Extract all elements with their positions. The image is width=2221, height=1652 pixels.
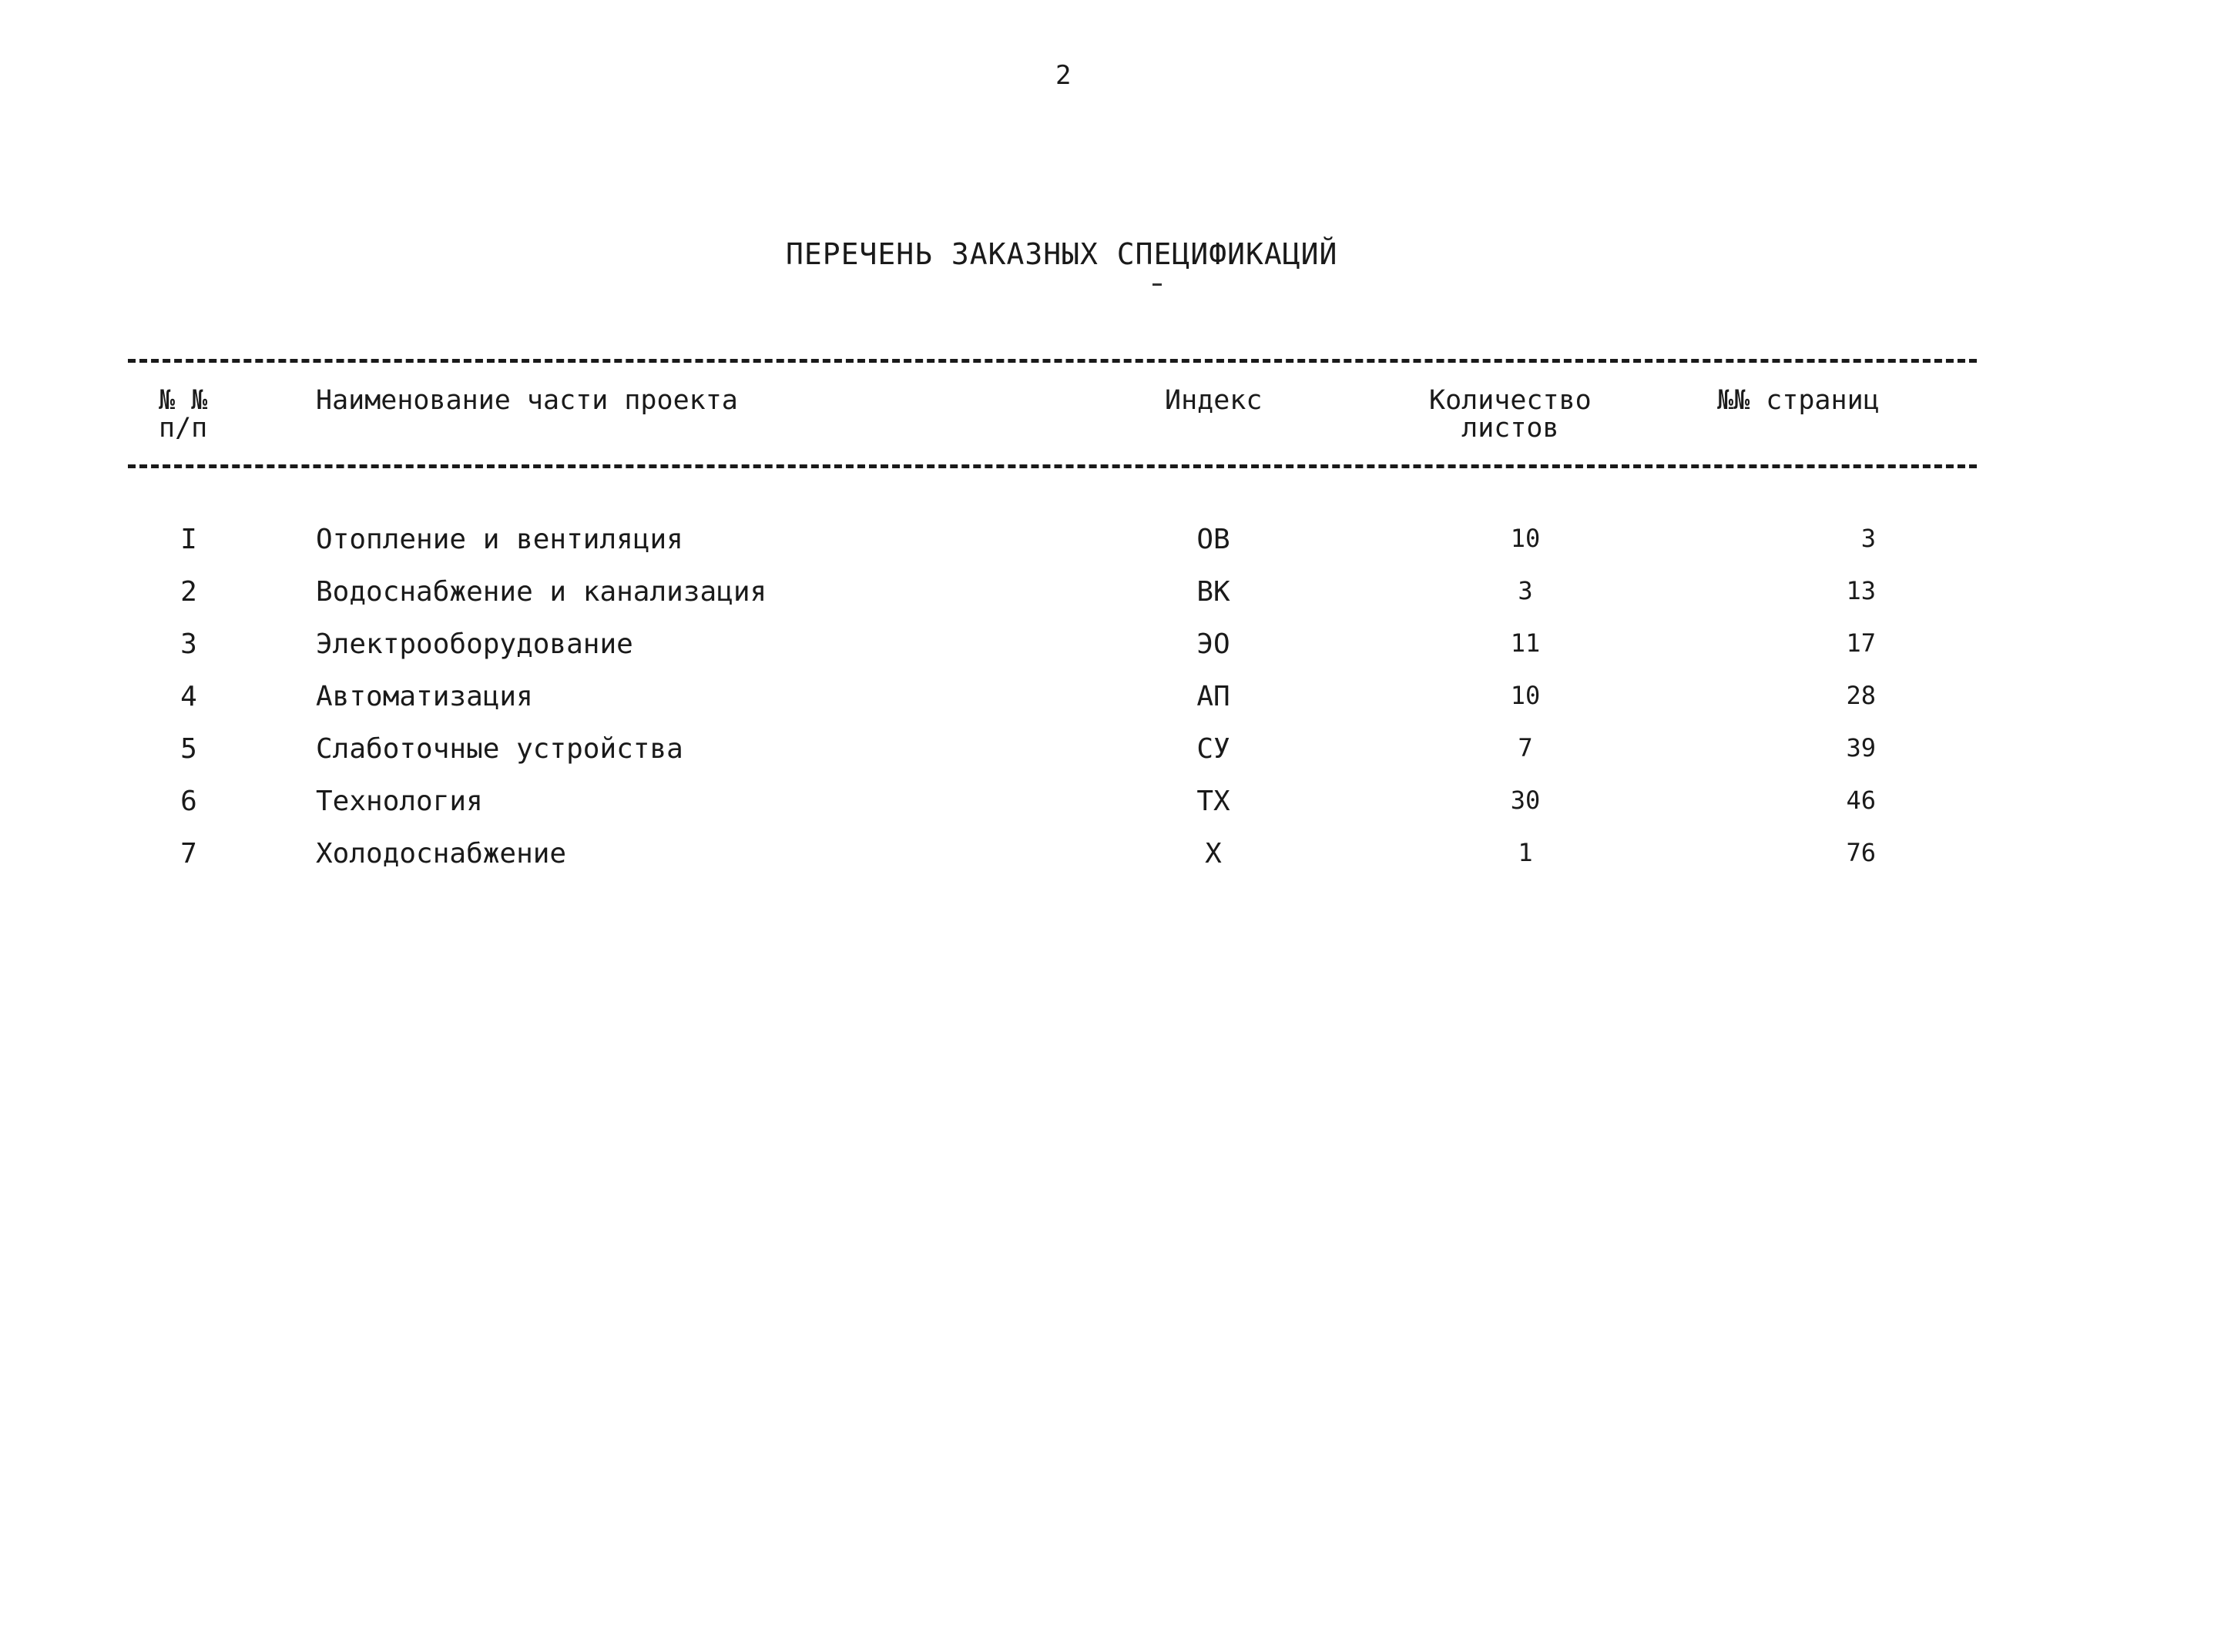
table-row (0, 524, 2221, 576)
row-part-name: Автоматизация (316, 681, 533, 712)
row-index: ТХ (1196, 786, 1230, 817)
header-number-line2: п/п (159, 413, 208, 444)
header-number-line1: № № (159, 385, 208, 416)
row-sheet-count: 10 (1510, 524, 1541, 553)
row-page-number: 13 (1846, 576, 1876, 605)
row-index: ОВ (1196, 524, 1230, 555)
row-part-name: Водоснабжение и канализация (316, 576, 767, 608)
row-page-number: 28 (1846, 681, 1876, 710)
table-top-dashed-rule (128, 359, 1977, 363)
row-index: АП (1196, 681, 1230, 712)
row-index: Х (1205, 838, 1222, 870)
row-number: I (180, 524, 197, 555)
row-part-name: Слаботочные устройства (316, 733, 683, 765)
row-sheet-count: 1 (1518, 838, 1533, 867)
row-number: 7 (180, 838, 197, 870)
row-number: 2 (180, 576, 197, 608)
table-header-dashed-rule (128, 464, 1977, 468)
row-sheet-count: 3 (1518, 576, 1533, 605)
header-number (159, 387, 207, 442)
table-row (0, 786, 2221, 838)
row-page-number: 46 (1846, 786, 1876, 815)
header-index: Индекс (1165, 385, 1263, 416)
page-number: 2 (1055, 60, 1072, 91)
row-number: 6 (180, 786, 197, 817)
row-page-number: 3 (1860, 524, 1876, 553)
row-page-number: 39 (1846, 733, 1876, 762)
row-number: 4 (180, 681, 197, 712)
row-sheet-count: 10 (1510, 681, 1541, 710)
row-index: ЭО (1196, 628, 1230, 660)
row-number: 5 (180, 733, 197, 765)
document-title: ПЕРЕЧЕНЬ ЗАКАЗНЫХ СПЕЦИФИКАЦИЙ (786, 237, 1338, 271)
row-sheet-count: 30 (1510, 786, 1541, 815)
table-row (0, 628, 2221, 681)
row-index: ВК (1196, 576, 1230, 608)
table-row (0, 838, 2221, 890)
header-sheet-count-line2: листов (1461, 413, 1559, 444)
row-part-name: Электрооборудование (316, 628, 633, 660)
row-number: 3 (180, 628, 197, 660)
table-body (0, 524, 2221, 890)
header-page-numbers: №№ страниц (1717, 385, 1880, 416)
title-underline-mark (1152, 283, 1162, 286)
row-page-number: 17 (1846, 628, 1876, 658)
header-sheet-count-line1: Количество (1429, 385, 1592, 416)
table-row (0, 576, 2221, 628)
row-part-name: Холодоснабжение (316, 838, 567, 870)
header-sheet-count (1429, 387, 1592, 442)
row-part-name: Технология (316, 786, 483, 817)
row-sheet-count: 11 (1510, 628, 1541, 658)
table-row (0, 681, 2221, 733)
row-part-name: Отопление и вентиляция (316, 524, 683, 555)
row-index: СУ (1196, 733, 1230, 765)
table-row (0, 733, 2221, 786)
header-part-name: Наименование части проекта (316, 385, 738, 416)
row-page-number: 76 (1846, 838, 1876, 867)
row-sheet-count: 7 (1518, 733, 1533, 762)
